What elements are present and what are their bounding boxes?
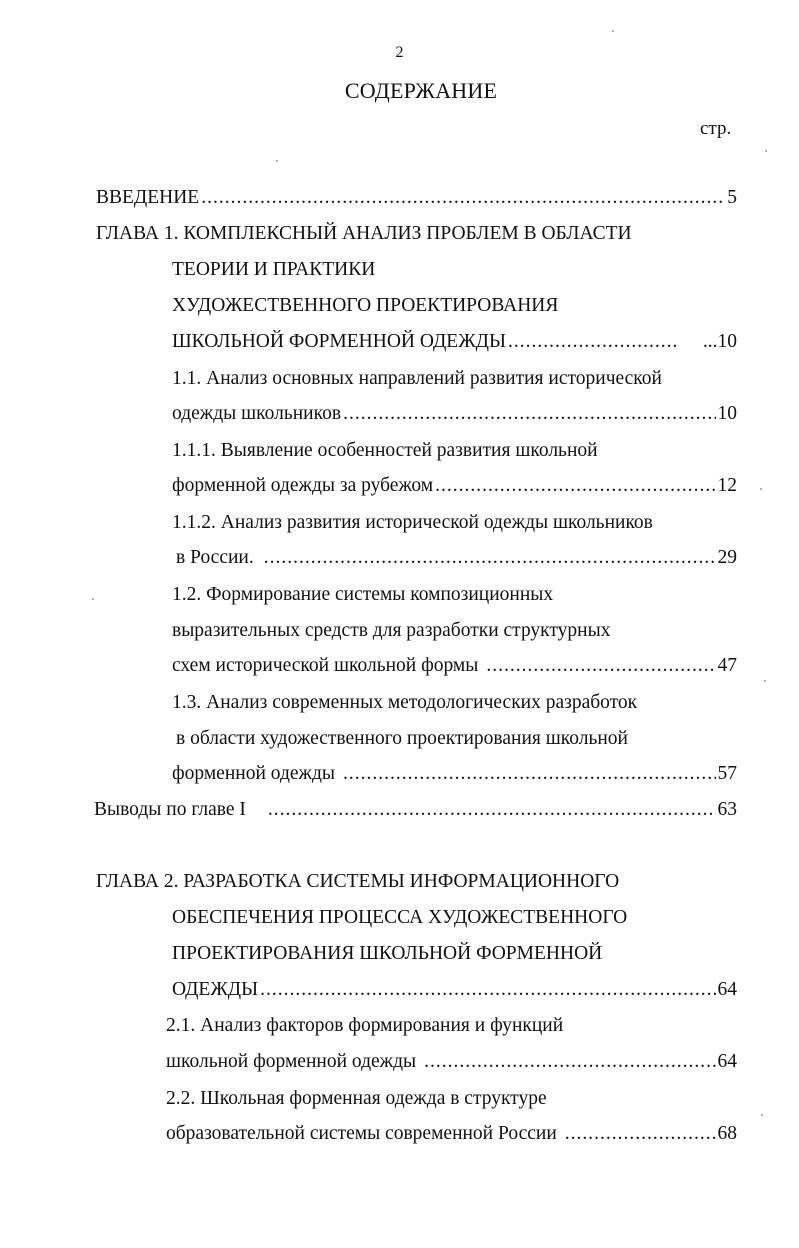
toc-chapter-2-line-3 — [172, 942, 602, 966]
scan-speck — [764, 680, 766, 682]
toc-section-1-3-line-3 — [172, 762, 737, 786]
toc-entry-text: ГЛАВА 1. КОМПЛЕКСНЫЙ АНАЛИЗ ПРОБЛЕМ В ОБЛАСТИ — [96, 223, 632, 244]
toc-entry-page: 12 — [717, 475, 737, 496]
page-title: СОДЕРЖАНИЕ — [344, 78, 498, 103]
leader-dots — [508, 330, 679, 354]
scan-speck — [92, 598, 94, 600]
toc-chapter-1-line-1 — [96, 222, 632, 246]
page-number: 2 — [395, 44, 404, 61]
toc-entry-text: одежды школьников — [172, 403, 342, 424]
toc-chapter-2-line-1 — [96, 870, 619, 894]
toc-section-2-1-line-1 — [166, 1014, 563, 1038]
toc-chapter-2-line-4 — [172, 978, 737, 1002]
toc-section-2-2-line-2 — [166, 1122, 737, 1146]
toc-entry-text: форменной одежды за рубежом — [172, 475, 434, 496]
toc-section-1-1-1-line-1 — [172, 439, 598, 463]
toc-chapter-1-line-4 — [172, 330, 737, 354]
toc-entry-conclusions-1 — [94, 798, 737, 822]
toc-section-1-3-line-2 — [176, 727, 628, 751]
toc-chapter-2-line-2 — [172, 906, 627, 930]
toc-entry-text: школьной форменной одежды — [166, 1051, 417, 1072]
toc-section-1-2-line-2 — [172, 619, 610, 643]
toc-entry-text: 1.3. Анализ современных методологических разработок — [172, 692, 638, 713]
leader-dots — [264, 546, 716, 570]
toc-section-2-1-line-2 — [166, 1050, 737, 1074]
toc-entry-text: ШКОЛЬНОЙ ФОРМЕННОЙ ОДЕЖДЫ — [172, 331, 506, 352]
leader-dots — [260, 978, 715, 1002]
toc-entry-text: ОДЕЖДЫ — [172, 979, 259, 1000]
toc-entry-page: 10 — [717, 403, 737, 424]
toc-entry-text: ПРОЕКТИРОВАНИЯ ШКОЛЬНОЙ ФОРМЕННОЙ — [172, 943, 603, 964]
toc-entry-text: 1.2. Формирование системы композиционных — [172, 584, 554, 605]
scan-speck — [760, 488, 762, 490]
leader-dots — [424, 1050, 715, 1074]
toc-section-2-2-line-1 — [166, 1087, 547, 1111]
toc-section-1-2-line-3 — [172, 654, 737, 678]
scan-speck — [612, 30, 614, 32]
toc-entry-text: ТЕОРИИ И ПРАКТИКИ — [172, 259, 376, 280]
toc-entry-text: 2.2. Школьная форменная одежда в структуре — [166, 1088, 547, 1109]
scan-speck — [765, 150, 767, 152]
toc-section-1-1-line-1 — [172, 367, 662, 391]
toc-entry-text: 1.1.1. Выявление особенностей развития школьной — [172, 440, 598, 461]
scan-speck — [276, 160, 278, 162]
toc-entry-page: 29 — [717, 547, 737, 568]
leader-dots — [565, 1122, 716, 1146]
toc-entry-page: ...10 — [702, 331, 737, 352]
toc-section-1-1-1-line-2 — [172, 474, 737, 498]
toc-section-1-1-2-line-2 — [176, 546, 737, 570]
toc-entry-page: 63 — [717, 799, 737, 820]
leader-dots — [201, 186, 725, 210]
toc-entry-text: Выводы по главе I — [94, 799, 246, 820]
scan-speck — [761, 1114, 763, 1116]
toc-entry-text: 1.1. Анализ основных направлений развития исторической — [172, 368, 662, 389]
leader-dots — [435, 474, 715, 498]
toc-entry-text: выразительных средств для разработки структурных — [172, 620, 611, 641]
leader-dots — [343, 762, 715, 786]
toc-entry-intro — [96, 186, 737, 210]
toc-entry-text: 1.1.2. Анализ развития исторической одежды школьников — [172, 512, 653, 533]
toc-section-1-2-line-1 — [172, 583, 553, 607]
toc-entry-text: ГЛАВА 2. РАЗРАБОТКА СИСТЕМЫ ИНФОРМАЦИОННОГО — [96, 871, 620, 892]
leader-dots — [343, 402, 715, 426]
toc-entry-text: ОБЕСПЕЧЕНИЯ ПРОЦЕССА ХУДОЖЕСТВЕННОГО — [172, 907, 628, 928]
toc-chapter-1-line-3 — [172, 294, 558, 318]
toc-entry-text: форменной одежды — [172, 763, 336, 784]
toc-section-1-1-line-2 — [172, 402, 737, 426]
toc-entry-text: образовательной системы современной России — [166, 1123, 557, 1144]
toc-entry-page: 64 — [717, 979, 737, 1000]
toc-entry-page: 68 — [717, 1123, 737, 1144]
toc-entry-text: в России. — [176, 547, 254, 568]
page-column-label: стр. — [700, 118, 732, 139]
toc-entry-text: 2.1. Анализ факторов формирования и функций — [166, 1015, 564, 1036]
leader-dots — [486, 654, 715, 678]
leader-dots — [268, 798, 716, 822]
toc-section-1-3-line-1 — [172, 691, 637, 715]
toc-entry-text: в области художественного проектирования школьной — [176, 728, 628, 749]
toc-chapter-1-line-2 — [172, 258, 375, 282]
toc-section-1-1-2-line-1 — [172, 511, 653, 535]
toc-entry-text: схем исторической школьной формы — [172, 655, 479, 676]
toc-entry-page: 5 — [727, 187, 737, 208]
toc-entry-text: ВВЕДЕНИЕ — [96, 187, 200, 208]
toc-entry-page: 64 — [717, 1051, 737, 1072]
toc-entry-page: 57 — [717, 763, 737, 784]
toc-entry-page: 47 — [717, 655, 737, 676]
toc-entry-text: ХУДОЖЕСТВЕННОГО ПРОЕКТИРОВАНИЯ — [172, 295, 559, 316]
